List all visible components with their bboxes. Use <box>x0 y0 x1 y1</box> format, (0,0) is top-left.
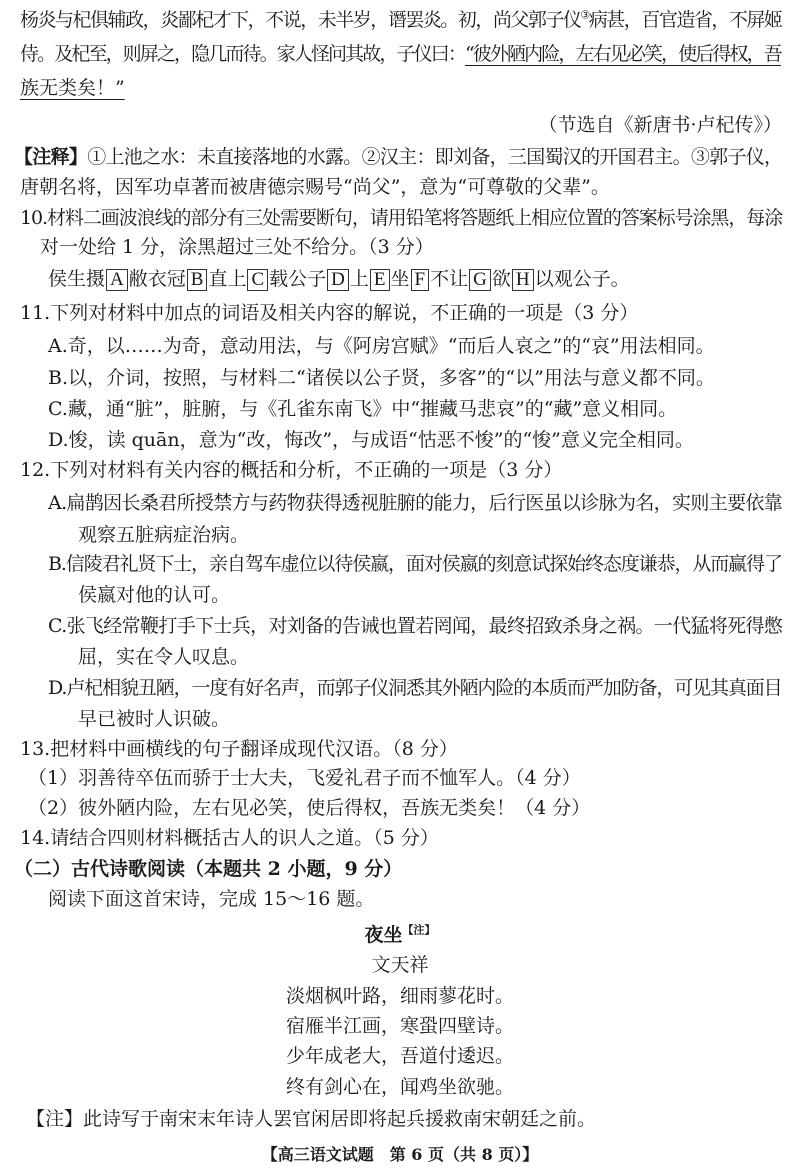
page-footer: 【高三语文试题 第 6 页（共 8 页）】 <box>261 1145 539 1164</box>
answer-box-h: H <box>512 269 534 291</box>
annotation-line-1: 【注释】①上池之水：未直接落地的水露。②汉主：即刘备，三国蜀汉的开国君主。③郭子仪， <box>14 146 783 168</box>
poem-line: 宿雁半江画，寒蛩四壁诗。 <box>285 1015 514 1037</box>
poem-line: 少年成老大，吾道付逶迟。 <box>285 1045 514 1067</box>
poem-note: 【注】此诗写于南宋末年诗人罢官闲居即将起兵援救南宋朝廷之前。 <box>26 1108 597 1130</box>
section-intro: 阅读下面这首宋诗，完成 15～16 题。 <box>48 888 375 910</box>
poem-line: 淡烟枫叶路，细雨蓼花时。 <box>285 985 514 1007</box>
q11-option-c: C.藏，通“脏”，脏腑，与《孔雀东南飞》中“摧藏马悲哀”的“藏”意义相同。 <box>48 398 678 420</box>
q11-option-b: B.以，介词，按照，与材料二“诸侯以公子贤，多客”的“以”用法与意义都不同。 <box>48 367 715 389</box>
answer-box-g: G <box>469 269 491 291</box>
answer-box-c: C <box>247 269 268 291</box>
q10-sentence: 侯生摄 A 敝衣冠 B 直上 C 载公子 D 上 E 坐 F 不让 G 欲 H 以观公子。 <box>48 268 630 290</box>
q10-stem-1: 10.材料二画波浪线的部分有三处需要断句，请用铅笔将答题纸上相应位置的答案标号涂黑，每涂 <box>20 207 783 229</box>
q12-option-b-cont: 侯嬴对他的认可。 <box>78 584 231 606</box>
q12-option-a: A.扁鹊因长桑君所授禁方与药物获得透视脏腑的能力，后行医虽以诊脉为名，实则主要依靠 <box>48 492 783 514</box>
q11-option-d: D.悛，读 quān，意为“改，悔改”，与成语“怙恶不悛”的“悛”意义完全相同。 <box>48 429 694 451</box>
q11-stem: 11.下列对材料中加点的词语及相关内容的解说，不正确的一项是（3 分） <box>20 302 639 324</box>
q10-stem-2: 对一处给 1 分，涂黑超过三处不给分。（3 分） <box>40 236 434 258</box>
section-heading: （二）古代诗歌阅读（本题共 2 小题，9 分） <box>14 858 403 880</box>
answer-box-a: A <box>106 269 128 291</box>
passage-line-1: 杨炎与杞俱辅政，炎鄙杞才下，不说，未半岁，谮罢炎。初，尚父郭子仪③病甚，百官造省，不屏姬 <box>20 8 782 31</box>
source-citation: （节选自《新唐书·卢杞传》） <box>538 114 782 136</box>
q12-stem: 12.下列对材料有关内容的概括和分析，不正确的一项是（3 分） <box>20 459 563 481</box>
q12-option-d-cont: 早已被时人识破。 <box>78 708 231 730</box>
q13-item-2: （2）彼外陋内险，左右见必笑，使后得权，吾族无类矣！（4 分） <box>28 797 591 819</box>
answer-box-b: B <box>187 269 208 291</box>
poem-author: 文天祥 <box>371 954 429 976</box>
poem-title: 夜坐$^{【注】}$ <box>364 923 436 946</box>
q12-option-c-cont: 屈，实在令人叹息。 <box>78 646 250 668</box>
answer-box-f: F <box>411 269 430 291</box>
q13-item-1: （1）羽善待卒伍而骄于士大夫，飞爱礼君子而不恤军人。（4 分） <box>28 767 581 789</box>
passage-line-2: 侍。及杞至，则屏之，隐几而待。家人怪问其故，子仪曰：“彼外陋内险，左右见必笑，使后得权，吾 <box>20 43 781 65</box>
q14-stem: 14.请结合四则材料概括古人的识人之道。（5 分） <box>20 827 439 849</box>
passage-line-3: 族无类矣！” <box>20 77 125 99</box>
q12-option-d: D.卢杞相貌丑陋，一度有好名声，而郭子仪洞悉其外陋内险的本质而严加防备，可见其真面目 <box>48 677 782 699</box>
q12-option-c: C.张飞经常鞭打手下士兵，对刘备的告诫也置若罔闻，最终招致杀身之祸。一代猛将死得憋 <box>48 615 783 637</box>
q12-option-a-cont: 观察五脏病症治病。 <box>78 524 250 546</box>
annotation-line-2: 唐朝名将，因军功卓著而被唐德宗赐号“尚父”，意为“可尊敬的父辈”。 <box>20 176 610 198</box>
q13-stem: 13.把材料中画横线的句子翻译成现代汉语。（8 分） <box>20 738 458 760</box>
q11-option-a: A.奇，以……为奇，意动用法，与《阿房宫赋》“而后人哀之”的“哀”用法相同。 <box>48 335 715 357</box>
poem-line: 终有剑心在，闻鸡坐欲驰。 <box>285 1076 514 1098</box>
q12-option-b: B.信陵君礼贤下士，亲自驾车虚位以待侯嬴，面对侯嬴的刻意试探始终态度谦恭，从而赢得了 <box>48 553 782 575</box>
answer-box-e: E <box>370 269 390 291</box>
answer-box-d: D <box>327 269 349 291</box>
